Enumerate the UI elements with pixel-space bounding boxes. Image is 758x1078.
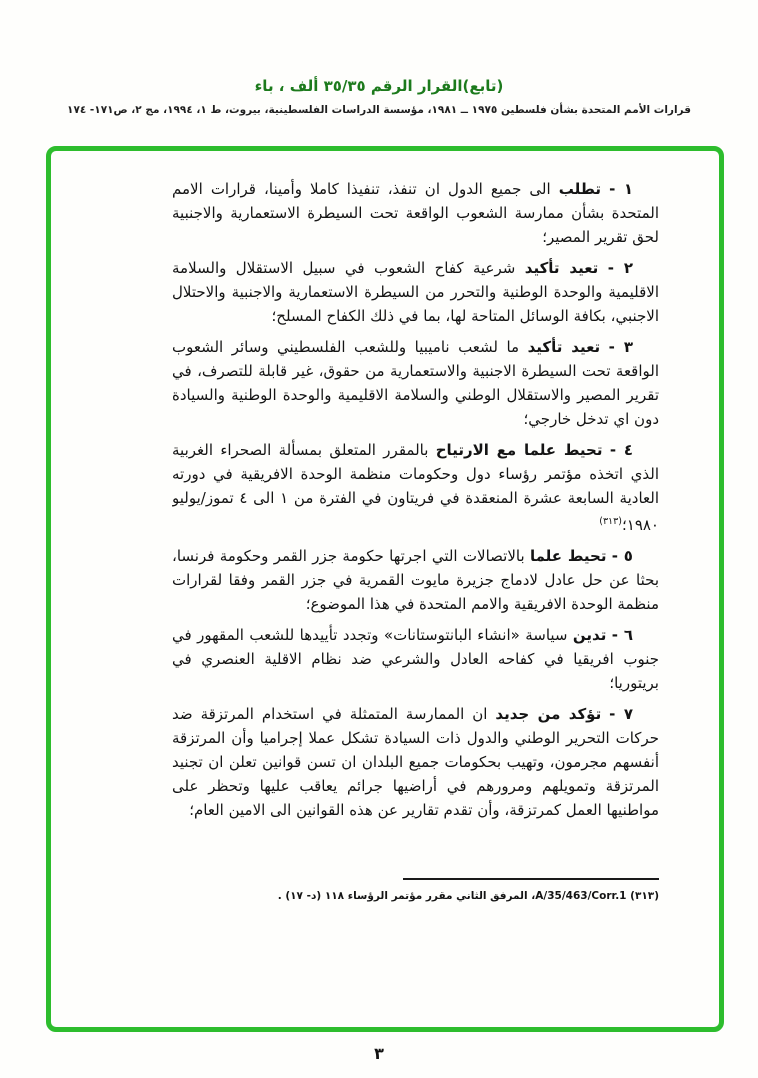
- page-number: ٣: [374, 1044, 384, 1063]
- clause-number: ٧ -: [609, 705, 633, 723]
- footnote-divider: [403, 878, 659, 880]
- clause-lead: تحيط علما مع الارتياح: [435, 441, 603, 459]
- footnote-document-symbol: A/35/463/Corr.1: [535, 889, 627, 902]
- resolution-body: [172, 177, 659, 867]
- resolution-clause-2: [172, 256, 659, 328]
- clause-lead: تحيط علما: [529, 547, 607, 565]
- footnote-reference-mark: (٣١٣): [599, 516, 622, 527]
- clause-number: ٤ -: [609, 441, 633, 459]
- resolution-clause-1: [172, 177, 659, 249]
- clause-text: سياسة «انشاء البانتوستانات» وتجدد تأييدها للشعب المقهور في جنوب افريقيا في كفاحه العادل والشرعي ضد نظام الاقلية العنصري في بريتوريا؛: [172, 626, 659, 692]
- resolution-clause-3: [172, 335, 659, 431]
- footnote-area: [172, 878, 659, 904]
- clause-text: ان الممارسة المتمثلة في استخدام المرتزقة ضد حركات التحرير الوطني والدول ذات السيادة تشكل عملا إجراميا وأن المرتزقة أنفسهم مجرمون، وتهيب بحكومات جميع البلدان ان تسن قوانين تعلن ان تجنيد المرتزقة وتمويلهم ومرورهم في أراضيها جرائم يعاقب عليها وتحظر على مواطنيها العمل كمرتزقة، وأن تقدم تقارير عن هذه القوانين الى الامين العام؛: [172, 705, 659, 819]
- clause-lead: تؤكد من جديد: [495, 705, 602, 723]
- resolution-clause-6: [172, 623, 659, 695]
- resolution-clause-7: [172, 702, 659, 822]
- clause-text: بالاتصالات التي اجرتها حكومة جزر القمر وحكومة فرنسا، بحثا عن حل عادل لادماج جزيرة مايوت القمرية في جزر القمر وفقا لقرارات منظمة الوحدة الافريقية والامم المتحدة في هذا الموضوع؛: [172, 547, 659, 613]
- clause-lead: تدين: [572, 626, 607, 644]
- clause-text: ما لشعب ناميبيا وللشعب الفلسطيني وسائر الشعوب الواقعة تحت السيطرة الاجنبية والاستعمارية من حقوق، غير قابلة للتصرف، في تقرير المصير والاستقلال الوطني والسلامة الاقليمية والوحدة الوطنية والسيادة دون اي تدخل خارجي؛: [172, 338, 659, 428]
- clause-text: بالمقرر المتعلق بمسألة الصحراء الغربية الذي اتخذه مؤتمر رؤساء دول وحكومات منظمة الوحدة الافريقية في دورته العادية السابعة عشرة المنعقدة في فريتاون في الفترة من ١ الى ٤ تموز/يوليو ١٩٨٠؛: [172, 441, 659, 534]
- clause-number: ٣ -: [608, 338, 633, 356]
- resolution-clause-4: [172, 438, 659, 537]
- page-title: (تابع)القرار الرقم ٣٥/٣٥ ألف ، باء: [254, 77, 504, 95]
- clause-number: ١ -: [609, 180, 633, 198]
- clause-lead: تعيد تأكيد: [524, 259, 599, 277]
- highlight-frame: [46, 146, 724, 1032]
- clause-number: ٢ -: [607, 259, 633, 277]
- footnote: [172, 888, 659, 904]
- clause-number: ٦ -: [611, 626, 633, 644]
- citation-line: قرارات الأمم المتحدة بشأن فلسطين ١٩٧٥ ــ ١٩٨١، مؤسسة الدراسات الفلسطينية، بيروت، ط ١، ١٩٩٤، مج ٢، ص١٧١- ١٧٤: [67, 104, 691, 116]
- clause-lead: تعيد تأكيد: [527, 338, 601, 356]
- resolution-clause-5: [172, 544, 659, 616]
- clause-text: الى جميع الدول ان تنفذ، تنفيذا كاملا وأمينا، قرارات الامم المتحدة بشأن ممارسة الشعوب الواقعة تحت السيطرة الاستعمارية والاجنبية لحق تقرير المصير؛: [172, 180, 659, 246]
- footnote-marker: (٣١٣): [630, 889, 659, 902]
- clause-lead: تطلب: [558, 180, 601, 198]
- clause-text: شرعية كفاح الشعوب في سبيل الاستقلال والسلامة الاقليمية والوحدة الوطنية والتحرر من السيطرة الاستعمارية والاجنبية والاحتلال الاجنبي، بكافة الوسائل المتاحة لها، بما في ذلك الكفاح المسلح؛: [172, 259, 659, 325]
- clause-number: ٥ -: [611, 547, 633, 565]
- footnote-text: ، المرفق الثاني مقرر مؤتمر الرؤساء ١١٨ (د- ١٧) .: [277, 889, 536, 902]
